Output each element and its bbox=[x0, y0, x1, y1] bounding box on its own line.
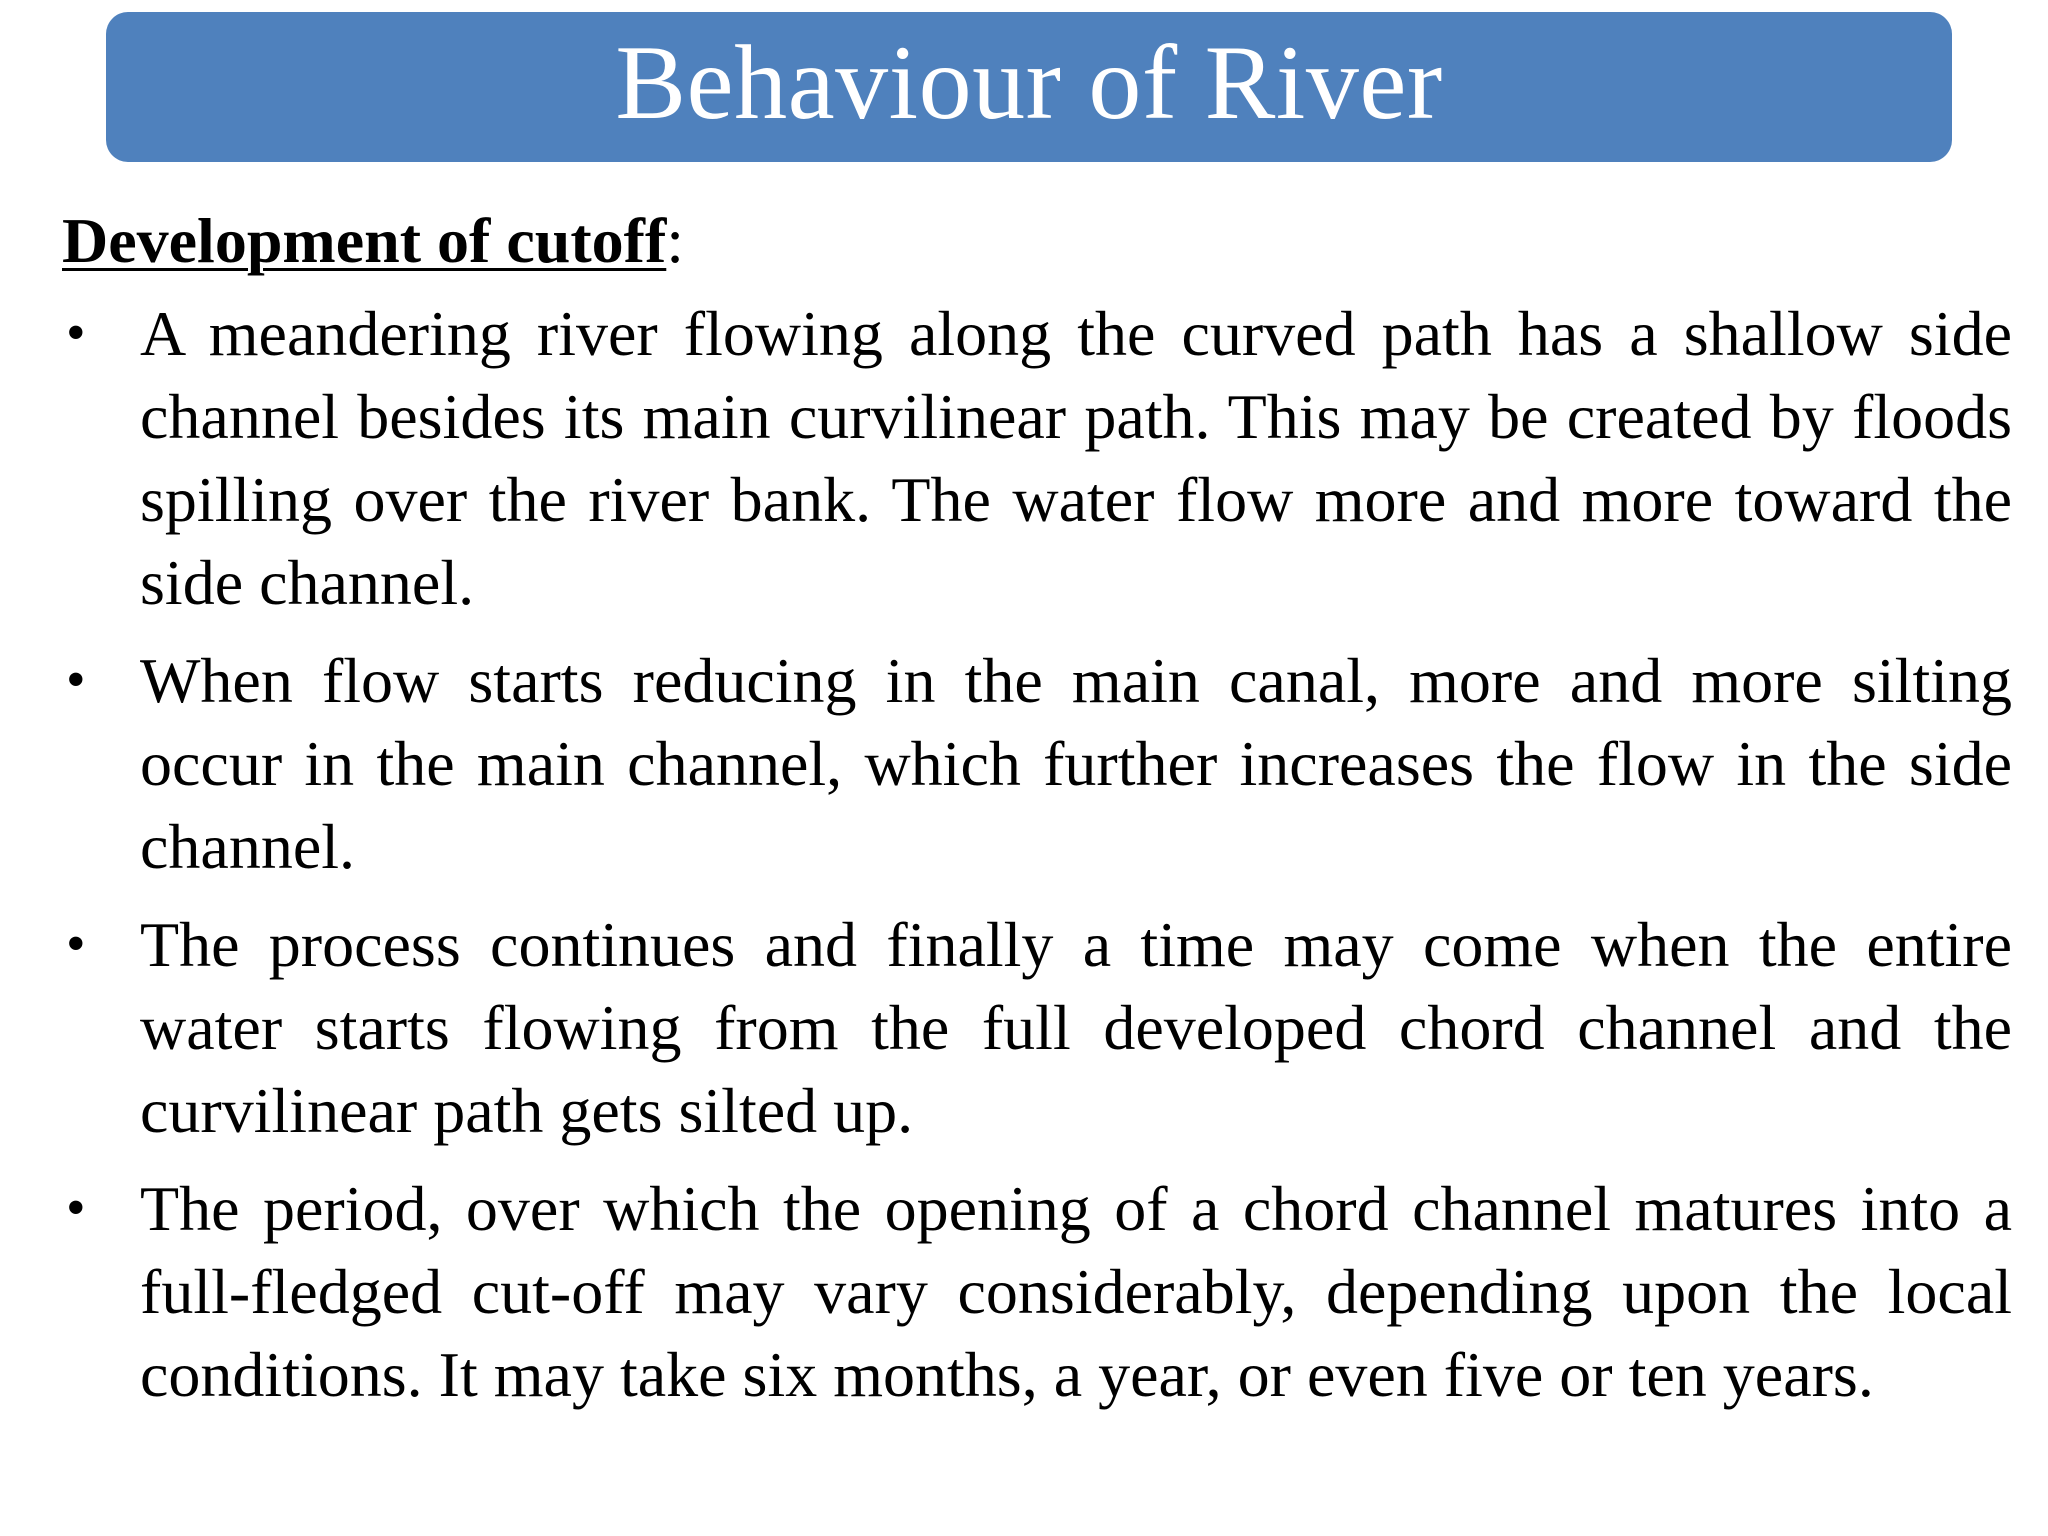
bullet-item bbox=[62, 903, 2012, 1152]
bullet-text: The process continues and finally a time may come when the entire water starts flowing from the full developed chord channel and the curvilinear path gets silted up. bbox=[140, 909, 2012, 1146]
bullet-marker: • bbox=[66, 649, 86, 711]
bullet-text: The period, over which the opening of a chord channel matures into a full-fledged cut-off may vary considerably, depending upon the local conditions. It may take six months, a year, or even five or ten years. bbox=[140, 1173, 2012, 1410]
bullet-text: When flow starts reducing in the main canal, more and more silting occur in the main channel, which further increases the flow in the side channel. bbox=[140, 645, 2012, 882]
bullet-text: A meandering river flowing along the curved path has a shallow side channel besides its main curvilinear path. This may be created by floods spilling over the river bank. The water flow more and more toward the side channel. bbox=[140, 298, 2012, 618]
bullet-marker: • bbox=[66, 913, 86, 975]
bullet-item bbox=[62, 1167, 2012, 1416]
bullet-marker: • bbox=[66, 302, 86, 364]
bullet-item bbox=[62, 292, 2012, 624]
section-heading bbox=[62, 200, 2012, 282]
slide-title: Behaviour of River bbox=[615, 24, 1443, 141]
bullet-list bbox=[62, 292, 2012, 1416]
slide-content bbox=[62, 200, 2012, 1431]
bullet-item bbox=[62, 639, 2012, 888]
slide-title-banner bbox=[106, 12, 1952, 162]
bullet-marker: • bbox=[66, 1177, 86, 1239]
section-heading-label: Development of cutoff bbox=[62, 205, 667, 276]
section-heading-colon: : bbox=[666, 205, 685, 276]
